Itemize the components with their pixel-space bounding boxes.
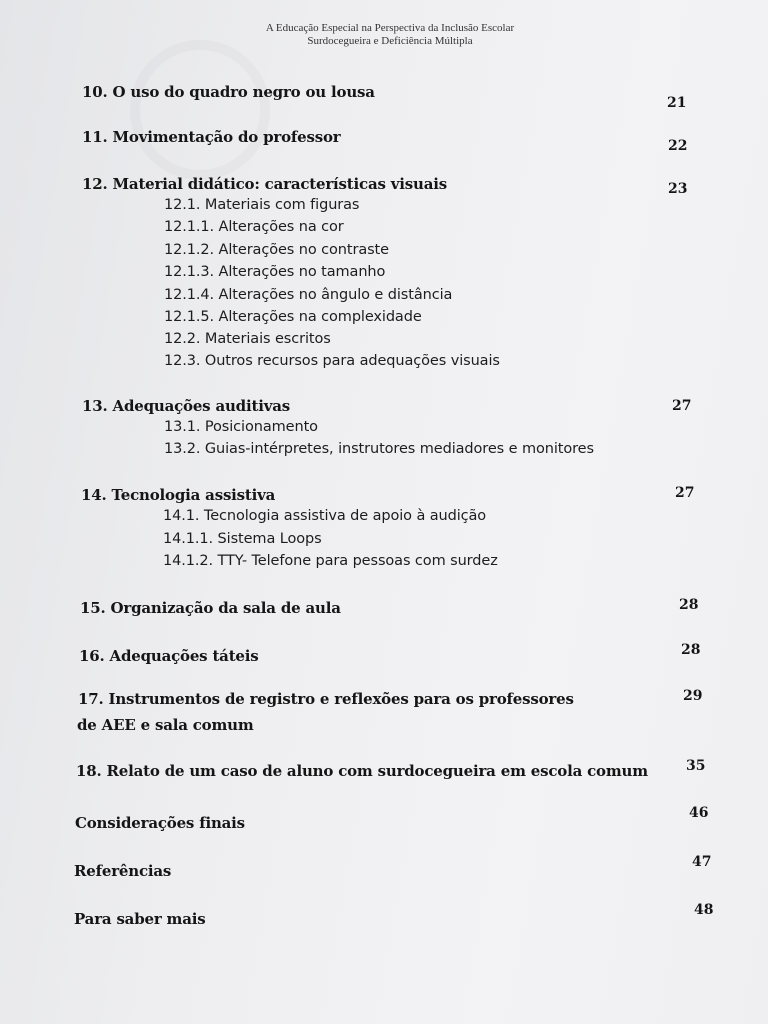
toc-sub-12-1-5: 12.1.5. Alterações na complexidade [164,309,422,325]
toc-entry-12-page: 23 [668,181,688,197]
toc-entry-17-title-line2: de AEE e sala comum [77,716,254,734]
toc-entry-saber-mais-title: Para saber mais [74,910,206,928]
toc-sub-12-2: 12.2. Materiais escritos [164,331,331,347]
toc-entry-consideracoes-title: Considerações finais [75,814,245,832]
toc-entry-18-title: 18. Relato de um caso de aluno com surdocegueira em escola comum [76,762,648,780]
toc-sub-12-1: 12.1. Materiais com figuras [164,197,360,213]
toc-sub-14-1-1: 14.1.1. Sistema Loops [163,531,322,547]
toc-entry-10-page: 21 [667,95,687,111]
toc-entry-referencias-title: Referências [74,862,172,880]
toc-entry-15-title: 15. Organização da sala de aula [80,599,341,617]
toc-entry-12-title: 12. Material didático: características visuais [82,175,447,193]
toc-entry-11-title: 11. Movimentação do professor [82,128,341,146]
toc-entry-referencias-page: 47 [692,854,712,870]
toc-entry-17-page: 29 [683,688,703,704]
toc-sub-12-1-2: 12.1.2. Alterações no contraste [164,242,389,258]
toc-sub-13-2: 13.2. Guias-intérpretes, instrutores mediadores e monitores [164,441,594,457]
toc-entry-17-title-line1: 17. Instrumentos de registro e reflexões para os professores [78,690,574,708]
toc-sub-12-1-4: 12.1.4. Alterações no ângulo e distância [164,287,453,303]
bleed-through-mark [130,40,270,180]
toc-sub-14-1: 14.1. Tecnologia assistiva de apoio à audição [163,508,487,524]
toc-entry-13-page: 27 [672,398,692,414]
toc-entry-16-page: 28 [681,642,701,658]
toc-entry-18-page: 35 [686,758,706,774]
toc-entry-15-page: 28 [679,597,699,613]
toc-entry-14-title: 14. Tecnologia assistiva [81,486,276,504]
header-line-1: A Educação Especial na Perspectiva da Inclusão Escolar [265,22,515,34]
toc-entry-10-title: 10. O uso do quadro negro ou lousa [82,83,375,101]
toc-entry-saber-mais-page: 48 [694,902,714,918]
toc-entry-16-title: 16. Adequações táteis [79,647,259,665]
toc-sub-12-1-3: 12.1.3. Alterações no tamanho [164,264,386,280]
toc-entry-14-page: 27 [675,485,695,501]
toc-sub-13-1: 13.1. Posicionamento [164,419,318,435]
toc-sub-12-3: 12.3. Outros recursos para adequações visuais [164,353,500,369]
header-line-2: Surdocegueira e Deficiência Múltipla [307,35,473,47]
toc-sub-14-1-2: 14.1.2. TTY- Telefone para pessoas com surdez [163,553,498,569]
toc-entry-11-page: 22 [668,138,688,154]
toc-sub-12-1-1: 12.1.1. Alterações na cor [164,219,344,235]
toc-entry-13-title: 13. Adequações auditivas [82,397,290,415]
toc-entry-consideracoes-page: 46 [689,805,709,821]
